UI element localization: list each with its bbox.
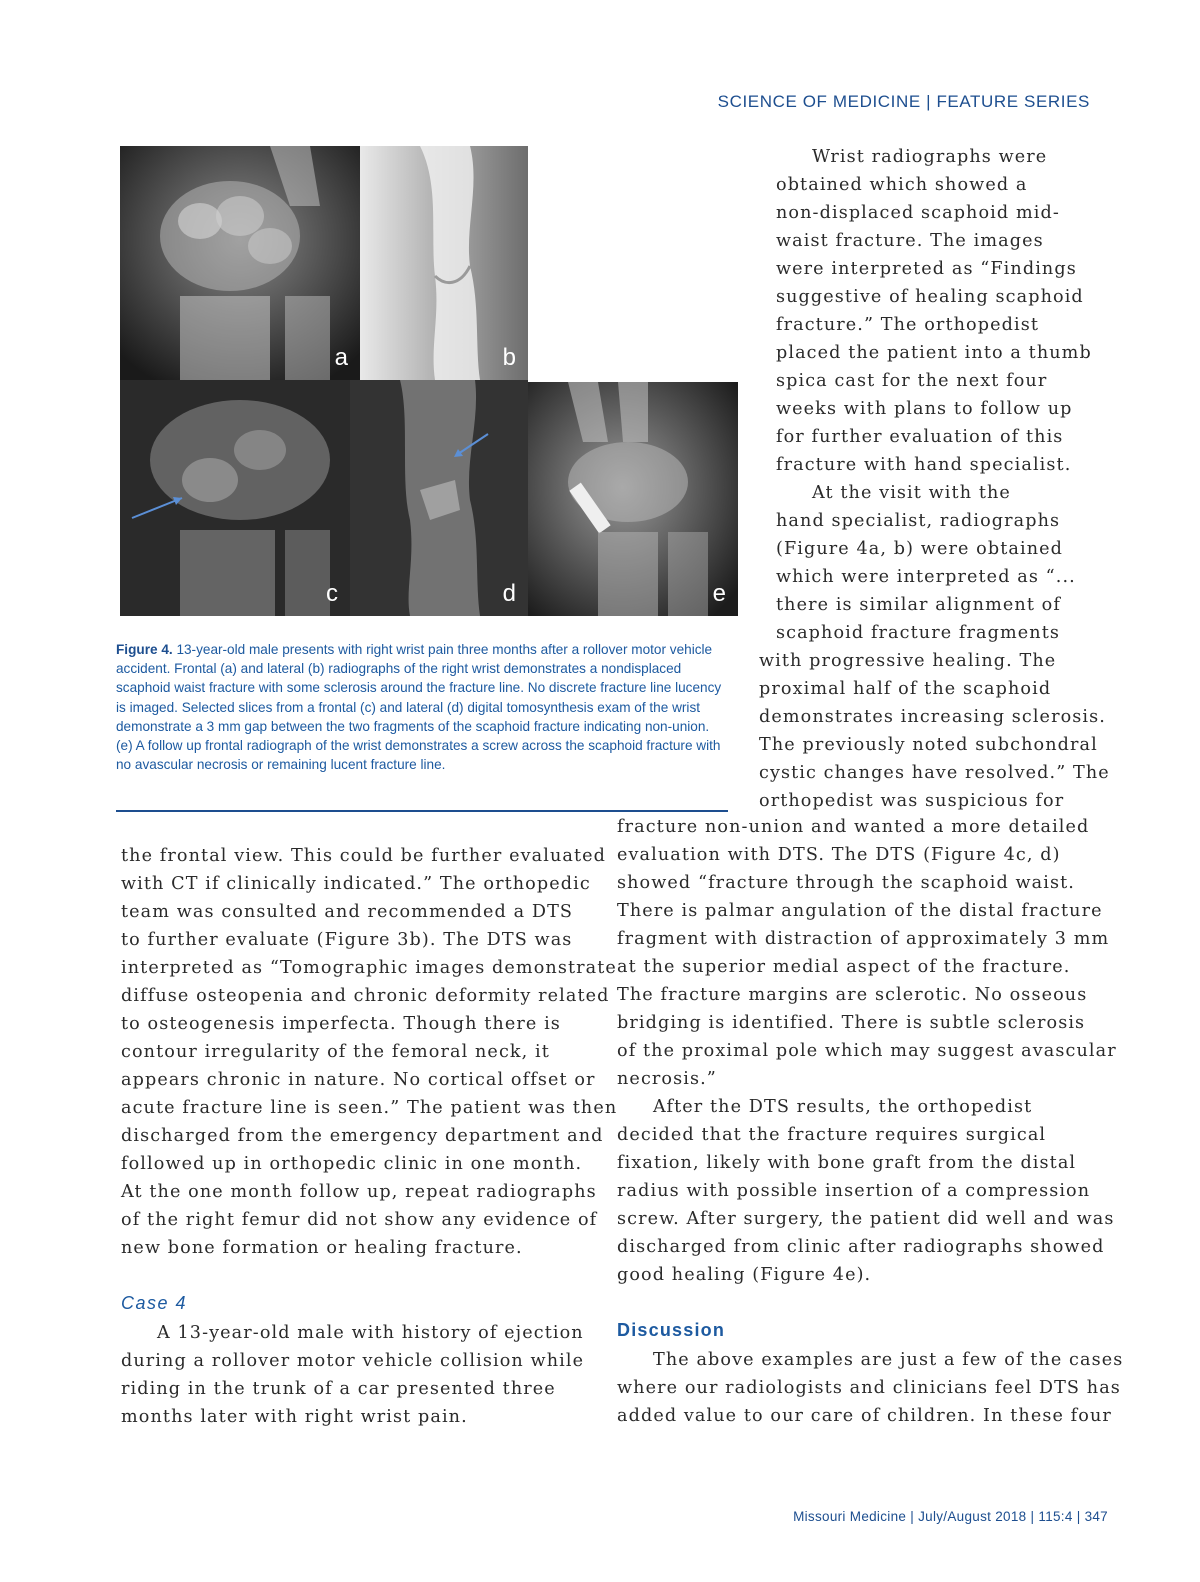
text-line: where our radiologists and clinicians feel DTS has xyxy=(617,1378,1121,1398)
radiograph-panel-a xyxy=(120,146,360,380)
text-line: the frontal view. This could be further evaluated xyxy=(121,846,607,866)
text-line: There is palmar angulation of the distal fracture xyxy=(617,901,1103,921)
text-line: to further evaluate (Figure 3b). The DTS was xyxy=(121,930,573,950)
section-header: SCIENCE OF MEDICINE | FEATURE SERIES xyxy=(717,92,1090,111)
figure-caption xyxy=(116,640,728,774)
text-line: with progressive healing. The xyxy=(759,651,1057,671)
radiograph-panel-e xyxy=(528,382,738,616)
text-line: The above examples are just a few of the cases xyxy=(653,1350,1124,1370)
dts-lateral-image xyxy=(350,380,528,616)
text-line: followed up in orthopedic clinic in one month. xyxy=(121,1154,583,1174)
text-line: evaluation with DTS. The DTS (Figure 4c, d) xyxy=(617,845,1061,865)
tomosynthesis-panel-c xyxy=(120,380,350,616)
text-line: radius with possible insertion of a compression xyxy=(617,1181,1091,1201)
text-line: new bone formation or healing fracture. xyxy=(121,1238,523,1258)
text-line: fixation, likely with bone graft from the distal xyxy=(617,1153,1077,1173)
text-line: placed the patient into a thumb xyxy=(776,343,1092,363)
panel-letter-b: b xyxy=(502,344,516,371)
text-line: hand specialist, radiographs xyxy=(776,511,1061,531)
text-line: fracture with hand specialist. xyxy=(776,455,1072,475)
text-line: good healing (Figure 4e). xyxy=(617,1265,872,1285)
text-line: interpreted as “Tomographic images demonstrate xyxy=(121,958,617,978)
caption-divider xyxy=(116,810,728,812)
text-line: proximal half of the scaphoid xyxy=(759,679,1052,699)
text-line: of the proximal pole which may suggest avascular xyxy=(617,1041,1117,1061)
page-footer: Missouri Medicine | July/August 2018 | 115:4 | 347 xyxy=(793,1509,1108,1524)
text-line: discharged from the emergency department and xyxy=(121,1126,604,1146)
text-line: there is similar alignment of xyxy=(776,595,1061,615)
text-line: riding in the trunk of a car presented three xyxy=(121,1379,556,1399)
text-line: suggestive of healing scaphoid xyxy=(776,287,1084,307)
text-line: weeks with plans to follow up xyxy=(776,399,1073,419)
text-line: of the right femur did not show any evidence of xyxy=(121,1210,598,1230)
followup-frontal-image xyxy=(528,382,738,616)
text-line: spica cast for the next four xyxy=(776,371,1048,391)
dts-frontal-image xyxy=(120,380,350,616)
text-line: cystic changes have resolved.” The xyxy=(759,763,1110,783)
figure-4 xyxy=(120,146,738,616)
panel-letter-d: d xyxy=(502,580,516,607)
text-line: non-displaced scaphoid mid- xyxy=(776,203,1060,223)
text-line: acute fracture line is seen.” The patient was then xyxy=(121,1098,618,1118)
text-line: orthopedist was suspicious for xyxy=(759,791,1065,811)
panel-letter-a: a xyxy=(334,344,348,371)
text-line: fracture.” The orthopedist xyxy=(776,315,1039,335)
text-line: decided that the fracture requires surgical xyxy=(617,1125,1047,1145)
text-line: waist fracture. The images xyxy=(776,231,1044,251)
text-line: with CT if clinically indicated.” The orthopedic xyxy=(121,874,591,894)
tomosynthesis-panel-d xyxy=(350,380,528,616)
text-line: The fracture margins are sclerotic. No osseous xyxy=(617,985,1088,1005)
text-line: team was consulted and recommended a DTS xyxy=(121,902,574,922)
text-line: to osteogenesis imperfecta. Though there is xyxy=(121,1014,561,1034)
text-line: At the one month follow up, repeat radiographs xyxy=(121,1182,597,1202)
text-line: necrosis.” xyxy=(617,1069,717,1089)
text-line: scaphoid fracture fragments xyxy=(776,623,1061,643)
text-line: appears chronic in nature. No cortical offset or xyxy=(121,1070,596,1090)
text-line: contour irregularity of the femoral neck, it xyxy=(121,1042,550,1062)
text-line: bridging is identified. There is subtle sclerosis xyxy=(617,1013,1086,1033)
text-line: demonstrates increasing sclerosis. xyxy=(759,707,1106,727)
text-line: (Figure 4a, b) were obtained xyxy=(776,539,1064,559)
text-line: The previously noted subchondral xyxy=(759,735,1098,755)
wrist-frontal-image xyxy=(120,146,360,380)
text-line: fracture non-union and wanted a more detailed xyxy=(617,817,1090,837)
radiograph-panel-b xyxy=(360,146,528,380)
text-line: showed “fracture through the scaphoid waist. xyxy=(617,873,1075,893)
text-line: At the visit with the xyxy=(812,483,1011,503)
case-4-heading: Case 4 xyxy=(121,1293,188,1313)
text-line: discharged from clinic after radiographs showed xyxy=(617,1237,1105,1257)
text-line: Wrist radiographs were xyxy=(812,147,1048,167)
text-line: fragment with distraction of approximately 3 mm xyxy=(617,929,1110,949)
text-line: were interpreted as “Findings xyxy=(776,259,1077,279)
discussion-heading: Discussion xyxy=(617,1320,726,1340)
text-line: added value to our care of children. In these four xyxy=(617,1406,1112,1426)
text-line: months later with right wrist pain. xyxy=(121,1407,468,1427)
text-line: screw. After surgery, the patient did well and was xyxy=(617,1209,1115,1229)
panel-letter-c: c xyxy=(326,580,338,607)
panel-letter-e: e xyxy=(712,580,726,607)
text-line: for further evaluation of this xyxy=(776,427,1064,447)
text-line: obtained which showed a xyxy=(776,175,1028,195)
text-line: during a rollover motor vehicle collision while xyxy=(121,1351,585,1371)
text-line: After the DTS results, the orthopedist xyxy=(653,1097,1033,1117)
text-line: diffuse osteopenia and chronic deformity related xyxy=(121,986,610,1006)
caption-text: 13-year-old male presents with right wrist pain three months after a rollover motor vehicle accident. Frontal (a) and lateral (b) radiographs of the right wrist demonstrates a nondisplaced scaphoid waist fracture with some sclerosis around the fracture line. No discrete fracture line lucency is imaged. Selected slices from a frontal (c) and lateral (d) digital tomosynthesis exam of the wrist demonstrate a 3 mm gap between the two fragments of the scaphoid fracture indicating non-union. (e) A follow up frontal radiograph of the wrist demonstrates a screw across the scaphoid fracture with no avascular necrosis or remaining lucent fracture line. xyxy=(116,642,722,773)
text-line: at the superior medial aspect of the fracture. xyxy=(617,957,1071,977)
text-line: A 13-year-old male with history of ejection xyxy=(157,1323,584,1343)
caption-label: Figure 4. xyxy=(116,642,173,657)
text-line: which were interpreted as “... xyxy=(776,567,1076,587)
